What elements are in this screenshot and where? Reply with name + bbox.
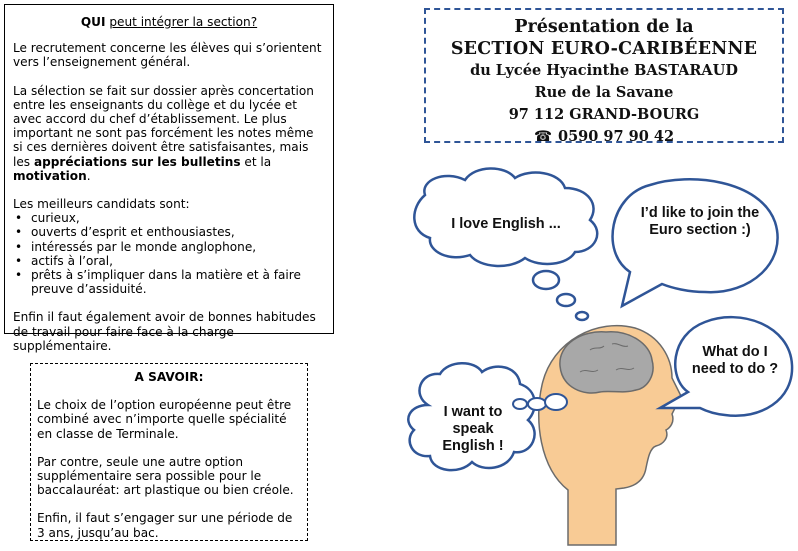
- brain-shape: [560, 332, 653, 393]
- bubble-text-speak: I want to speak English !: [442, 404, 504, 454]
- list-item: • curieux,: [13, 211, 325, 225]
- bubble-text-join: I’d like to join the Euro section :): [640, 205, 760, 238]
- header-city: 97 112 GRAND-BOURG: [508, 106, 700, 123]
- a-savoir-paragraph-3: Enfin, il faut s’engager sur une période de 3 ans, jusqu’au bac.: [37, 511, 293, 540]
- list-item: • intéressés par le monde anglophone,: [13, 240, 325, 254]
- qui-paragraph-2: La sélection se fait sur dossier après concertation entre les enseignants du collège et du lycée et avec accord du chef d’établissement. Le plus important ne sont pas forcément les notes même si ces dernières doivent être satisfaisantes, mais les appréciations sur les bulletins et la motivation.: [13, 83, 314, 183]
- list-item: • actifs à l’oral,: [13, 254, 325, 268]
- header-section-name: SECTION EURO-CARIBÉENNE: [450, 39, 758, 59]
- qui-title: QUI peut intégrer la section?: [80, 15, 258, 29]
- header-phone-number: 0590 97 90 42: [558, 128, 675, 145]
- header-school-name: du Lycée Hyacinthe BASTARAUD: [470, 62, 738, 79]
- qui-list-intro: Les meilleurs candidats sont:: [13, 197, 190, 212]
- list-item: • prêts à s’impliquer dans la matière et à faire preuve d’assiduité.: [13, 268, 325, 296]
- bubble-text-need: What do I need to do ?: [691, 344, 779, 377]
- header-line-1: Présentation de la: [514, 17, 694, 37]
- speech-bubble-join: [613, 179, 778, 306]
- header-street: Rue de la Savane: [534, 84, 674, 101]
- a-savoir-title: A SAVOIR:: [134, 370, 204, 384]
- bubble-text-love: I love English ...: [451, 216, 561, 232]
- qui-paragraph-3: Enfin il faut également avoir de bonnes habitudes de travail pour faire face à la charge supplémentaire.: [13, 310, 316, 353]
- list-item: • ouverts d’esprit et enthousiastes,: [13, 225, 325, 239]
- thought-cloud-love: [414, 168, 597, 320]
- qui-title-rest: peut intégrer la section?: [109, 15, 258, 29]
- a-savoir-paragraph-1: Le choix de l’option européenne peut être combiné avec n’importe quelle spécialité en classe de Terminale.: [37, 398, 292, 441]
- qui-paragraph-1: Le recrutement concerne les élèves qui s’orientent vers l’enseignement général.: [13, 41, 322, 70]
- telephone-icon: ☎: [533, 129, 552, 145]
- a-savoir-paragraph-2: Par contre, seule une autre option supplémentaire sera possible pour le baccalauréat: art plastique ou bien créole.: [37, 454, 294, 498]
